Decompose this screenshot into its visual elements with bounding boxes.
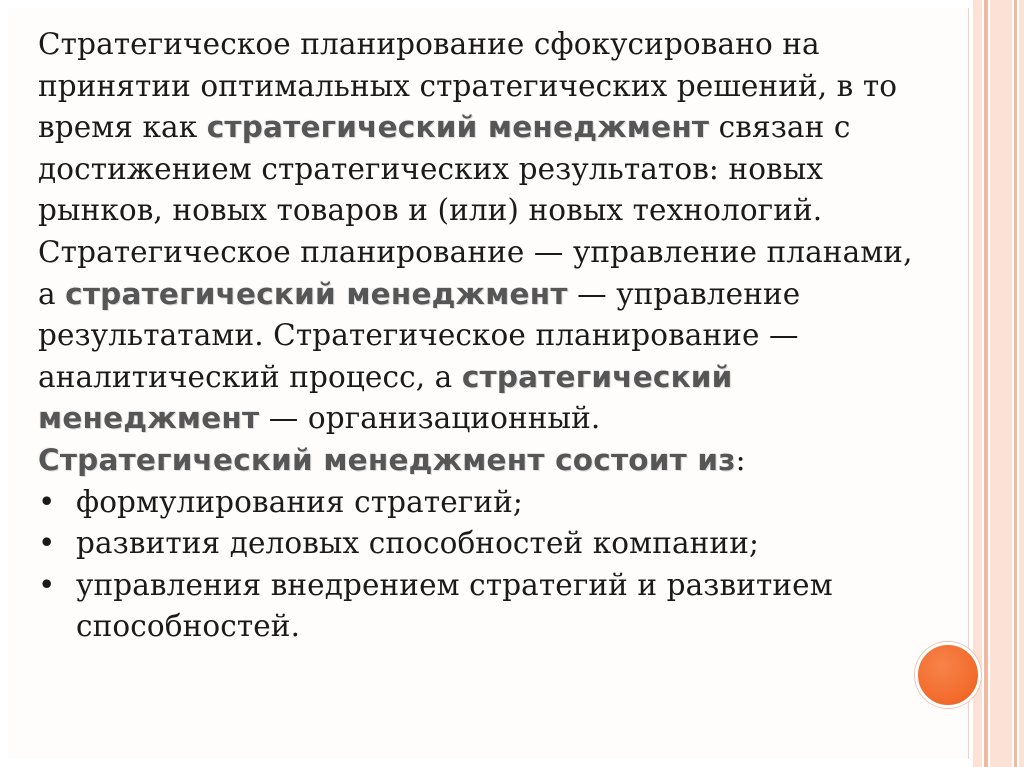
decor-circle-icon	[915, 642, 981, 708]
list-item-text: управления внедрением стратегий и развитием способностей.	[76, 567, 833, 644]
bullet-icon: •	[38, 484, 56, 519]
list-item	[38, 482, 918, 524]
list-item	[38, 565, 918, 648]
bullet-icon: •	[38, 567, 56, 602]
list-heading-colon: :	[735, 442, 746, 477]
list-item	[38, 523, 918, 565]
highlight-term: стратегический менеджмент	[206, 110, 710, 145]
bullet-icon: •	[38, 526, 56, 561]
decor-stripe	[1014, 0, 1017, 767]
highlight-term: стратегический менеджмент	[38, 359, 733, 436]
body-paragraph	[38, 24, 918, 440]
decor-stripe	[1019, 0, 1024, 767]
list-heading	[38, 440, 918, 482]
list-item-text: развития деловых способностей компании;	[76, 526, 759, 561]
decor-stripe	[973, 0, 982, 767]
text-run: связан с достижением стратегических результатов: новых рынков, новых товаров и (или) новых технологий. Стратегическое планирование — управление планами, а	[38, 110, 913, 311]
list-heading-text: Стратегический менеджмент состоит из	[38, 442, 736, 477]
text-run: Стратегическое планирование сфокусировано на принятии оптимальных стратегических решений, в то время как	[38, 27, 898, 145]
decor-stripe	[984, 0, 988, 767]
text-run: — управление результатами. Стратегическое планирование — аналитический процесс, а	[38, 276, 801, 394]
list-item-text: формулирования стратегий;	[76, 484, 523, 519]
text-run: — организационный.	[259, 401, 601, 436]
decor-stripe	[990, 0, 1012, 767]
slide-text	[38, 24, 918, 648]
highlight-term: стратегический менеджмент	[65, 276, 568, 311]
bullet-list	[38, 482, 918, 648]
